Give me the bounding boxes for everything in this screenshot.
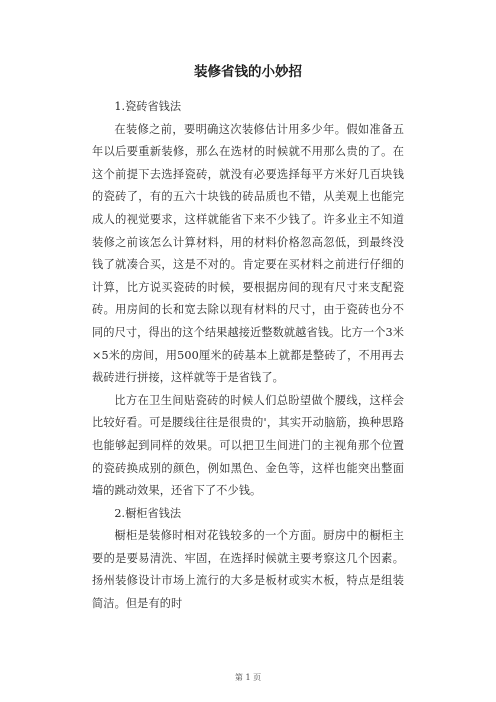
paragraph: 比方在卫生间贴瓷砖的时候人们总盼望做个腰线，这样会比较好看。可是腰线往往是很贵的'，其实开动脑筋，换种思路也能够起到同样的效果。可以把卫生间进门的主视角那个位置的瓷砖换成别的颜色，例如黑色、金色等，这样也能突出整面墙的跳动效果，还省下了不少钱。 xyxy=(92,393,404,498)
document-body xyxy=(92,96,404,616)
section-heading-tiles: 1.瓷砖省钱法 xyxy=(114,100,182,113)
paragraph: 在装修之前，要明确这次装修估计用多少年。假如准备五年以后要重新装修，那么在选材的时候就不用那么贵的了。在这个前提下去选择瓷砖，就没有必要选择每平方米好几百块钱的瓷砖了，有的五六十块钱的砖品质也不错，从美观上也能完成人的视觉要求，这样就能省下来不少钱了。许多业主不知道装修之前该怎么计算材料，用的材料价格忽高忽低，到最终没钱了就凑合买，这是不对的。肯定要在买材料之前进行仔细的计算，比方说买瓷砖的时候，要根据房间的现有尺寸来支配瓷砖。用房间的长和宽去除以现有材料的尺寸，由于瓷砖也分不同的尺寸，得出的这个结果越接近整数就越省钱。比方一个3米×5米的房间，用500厘米的砖基本上就都是整砖了，不用再去裁砖进行拼接，这样就等于是省钱了。 xyxy=(92,122,404,385)
paragraph: 橱柜是装修时相对花钱较多的一个方面。厨房中的橱柜主要的是要易清洗、牢固，在选择时候就主要考察这几个因素。扬州装修设计市场上流行的大多是板材或实木板，特点是组装简洁。但是有的时 xyxy=(92,529,404,611)
section-heading-cabinets: 2.橱柜省钱法 xyxy=(114,506,182,520)
page-title: 装修省钱的小妙招 xyxy=(194,64,302,80)
page-number: 第 1 页 xyxy=(234,673,262,682)
